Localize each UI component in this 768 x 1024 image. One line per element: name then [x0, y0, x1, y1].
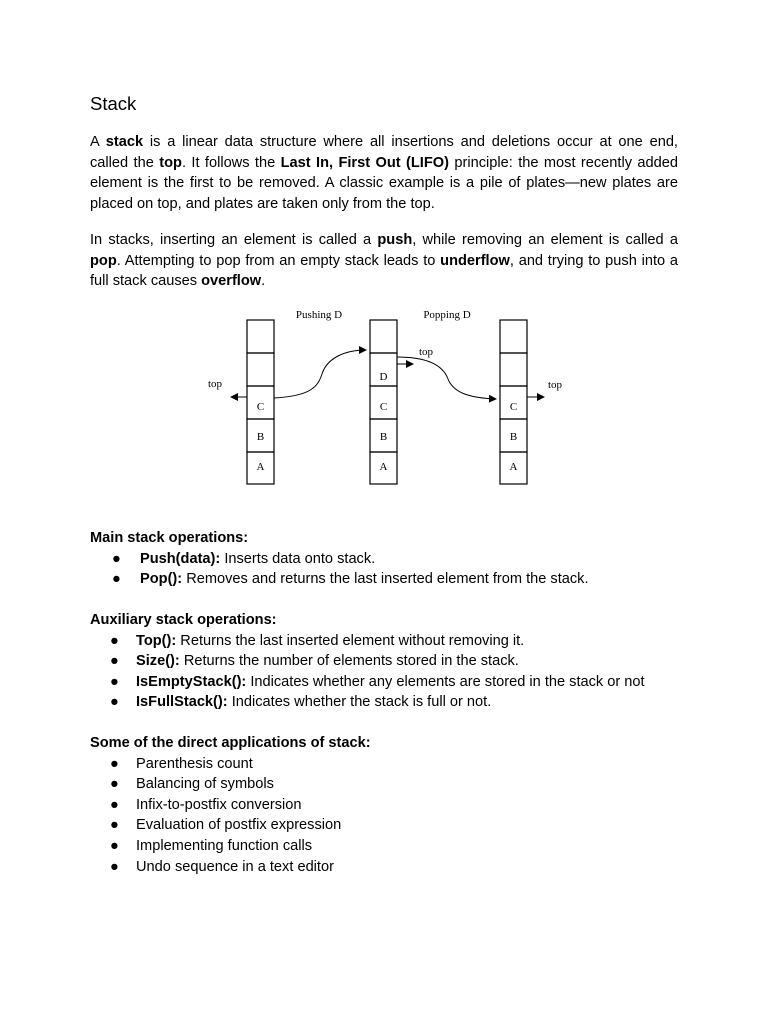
bullet-icon: ●: [110, 653, 119, 670]
text-run: . Attempting to pop from an empty stack leads to: [116, 252, 441, 269]
main-operations-section: [90, 528, 690, 590]
auxiliary-operations-section: [90, 610, 690, 713]
application-text: Balancing of symbols: [136, 776, 274, 793]
list-item: [90, 795, 690, 816]
operation-description: Returns the number of elements stored in the stack.: [179, 653, 519, 670]
top-label-middle: top: [418, 346, 434, 358]
push-arrow: [274, 350, 366, 398]
application-text: Evaluation of postfix expression: [136, 817, 342, 834]
operation-name: Pop():: [140, 571, 183, 588]
operation-name: Size():: [136, 653, 180, 670]
text-run: A: [90, 134, 106, 150]
cell-label: B: [379, 431, 388, 443]
auxiliary-operations-list: [90, 631, 690, 713]
text-run: In stacks, inserting an element is called a: [90, 232, 378, 248]
stack-cell: [247, 320, 274, 353]
pushing-d-label: Pushing D: [295, 309, 343, 321]
operation-description: Removes and returns the last inserted element from the stack.: [182, 571, 589, 588]
applications-heading: Some of the direct applications of stack:: [90, 735, 371, 751]
cell-label: A: [379, 461, 388, 473]
bullet-icon: ●: [112, 550, 121, 567]
term-push: push: [377, 232, 413, 248]
popping-d-label: Popping D: [423, 309, 471, 321]
text-run: , and trying to push into a full stack causes: [90, 252, 678, 290]
operation-description: Inserts data onto stack.: [220, 550, 376, 567]
bullet-icon: ●: [110, 858, 119, 875]
bullet-icon: ●: [110, 796, 119, 813]
top-label-right: top: [547, 379, 563, 391]
term-overflow: overflow: [201, 273, 262, 290]
cell-label: C: [509, 401, 518, 413]
text-run: . It follows the: [181, 154, 281, 171]
cell-label: C: [379, 401, 388, 413]
cell-label: B: [256, 431, 265, 443]
text-run: principle: the most recently added element is the first to be removed. A classic example is a pile of plates—new plates are placed on top, and plates are taken only from the top.: [90, 154, 678, 212]
list-item: [90, 815, 690, 836]
main-operations-heading: Main stack operations:: [90, 530, 249, 546]
operation-name: IsEmptyStack():: [136, 673, 247, 690]
bullet-icon: ●: [110, 755, 119, 772]
bullet-icon: ●: [112, 571, 121, 588]
application-text: Parenthesis count: [136, 755, 253, 772]
list-item: [90, 672, 690, 693]
operation-description: Returns the last inserted element without removing it.: [176, 632, 525, 649]
stack-cell: [500, 320, 527, 353]
stack-diagram: [190, 302, 580, 492]
push-pop-paragraph: [90, 230, 678, 292]
applications-section: [90, 733, 690, 877]
bullet-icon: ●: [110, 817, 119, 834]
intro-paragraph: [90, 132, 678, 214]
application-text: Undo sequence in a text editor: [136, 858, 334, 875]
operation-name: Push(data):: [140, 550, 221, 567]
application-text: Infix-to-postfix conversion: [136, 796, 302, 813]
text-run: is a linear data structure where all insertions and deletions occur at one end, called the: [90, 134, 678, 171]
text-run: .: [261, 273, 266, 290]
operation-name: IsFullStack():: [136, 694, 228, 711]
list-item: [90, 549, 690, 570]
operation-description: Indicates whether the stack is full or not.: [227, 694, 492, 711]
list-item: [90, 651, 690, 672]
main-operations-list: [90, 549, 690, 590]
top-label-left: top: [207, 378, 223, 390]
stack-left: [247, 320, 274, 484]
operation-name: Top():: [136, 632, 177, 649]
cell-label: B: [509, 431, 518, 443]
cell-label: A: [256, 461, 265, 473]
bullet-icon: ●: [110, 776, 119, 793]
list-item: [90, 857, 690, 878]
list-item: [90, 569, 690, 590]
stack-middle: [370, 320, 397, 484]
term-pop: pop: [90, 252, 117, 269]
list-item: [90, 754, 690, 775]
cell-label: C: [256, 401, 265, 413]
bullet-icon: ●: [110, 837, 119, 854]
term-top: top: [159, 154, 182, 171]
list-item: [90, 774, 690, 795]
term-lifo: Last In, First Out (LIFO): [280, 154, 449, 171]
cell-label: D: [379, 371, 388, 383]
stack-right: [500, 320, 527, 484]
applications-list: [90, 754, 690, 878]
pop-arrow: [397, 357, 496, 399]
list-item: [90, 692, 690, 713]
term-stack: stack: [105, 134, 144, 150]
list-item: [90, 631, 690, 652]
stack-cell: [370, 320, 397, 353]
bullet-icon: ●: [110, 673, 119, 690]
bullet-icon: ●: [110, 632, 119, 649]
bullet-icon: ●: [110, 694, 119, 711]
operation-description: Indicates whether any elements are stored in the stack or not: [246, 673, 645, 690]
term-underflow: underflow: [440, 252, 510, 269]
stack-cell: [247, 353, 274, 386]
stack-cell: [500, 353, 527, 386]
page-title: Stack: [90, 93, 137, 114]
cell-label: A: [509, 461, 518, 473]
text-run: , while removing an element is called a: [412, 232, 678, 248]
list-item: [90, 836, 690, 857]
application-text: Implementing function calls: [136, 837, 313, 854]
auxiliary-operations-heading: Auxiliary stack operations:: [90, 612, 277, 628]
